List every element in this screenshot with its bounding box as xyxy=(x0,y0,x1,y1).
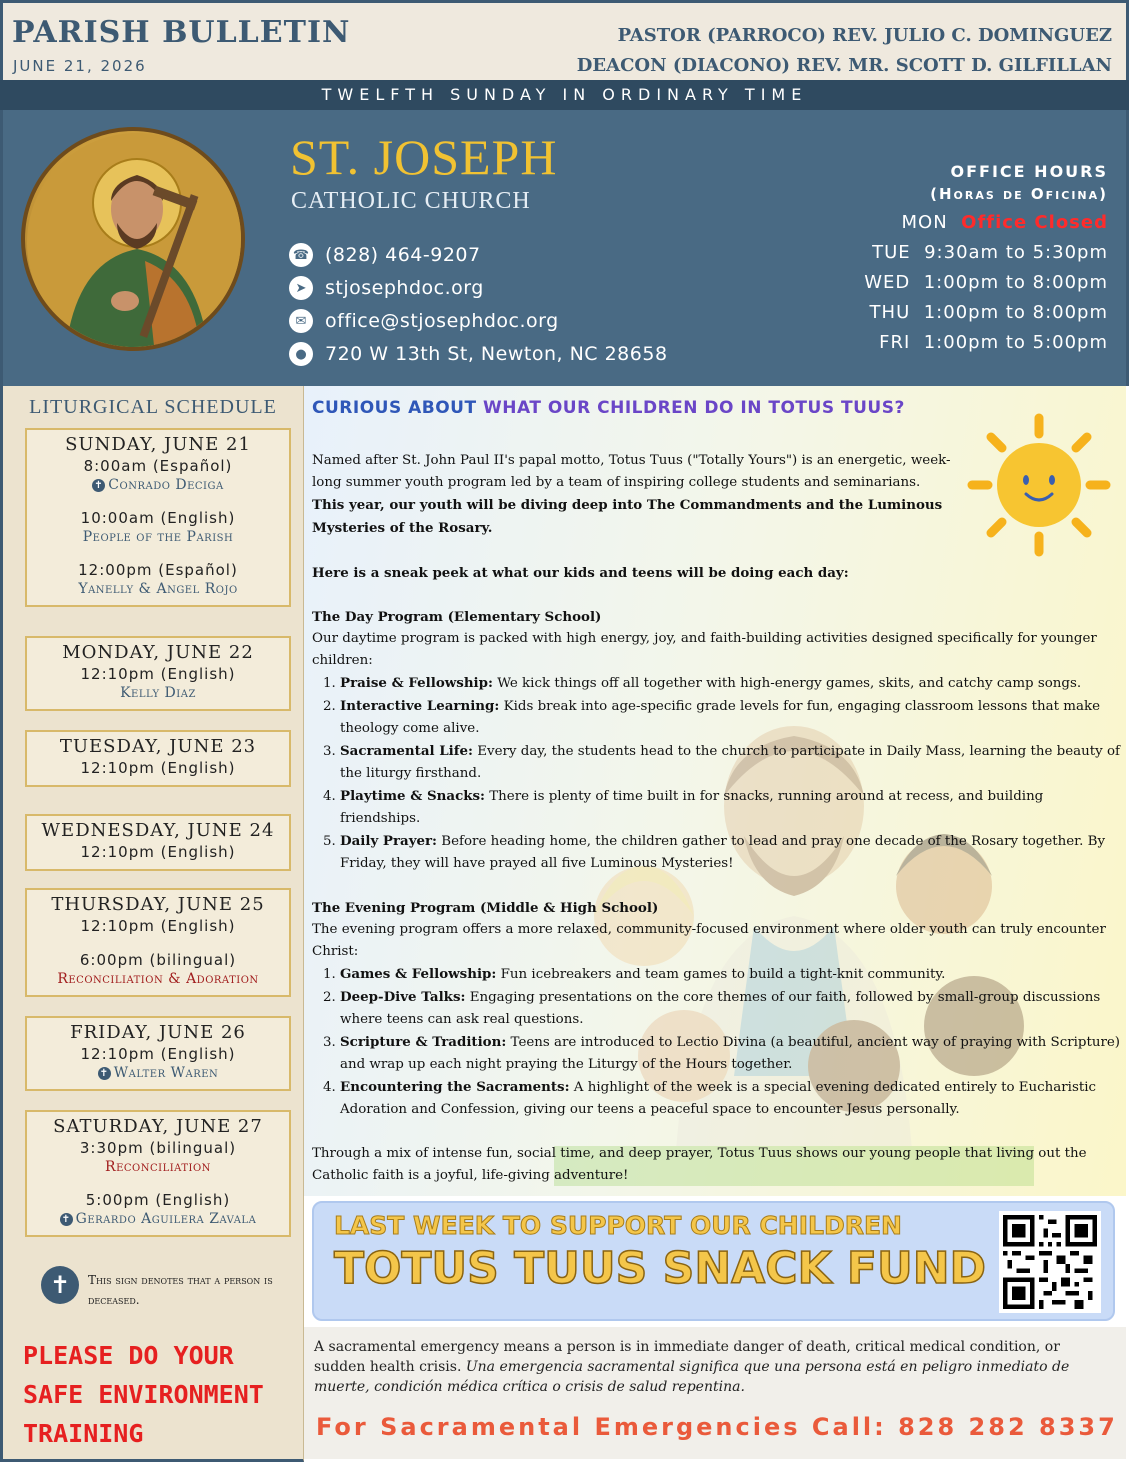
location-icon: ● xyxy=(289,342,313,366)
list-item: 2. Deep-Dive Talks: Engaging presentations on the core themes of our faith, followed by small-group discussions where teens can ask real questions. xyxy=(340,986,1122,1031)
schedule-tuesday: TUESDAY, JUNE 23 12:10pm (English) xyxy=(25,730,291,787)
schedule-monday: MONDAY, JUNE 22 12:10pm (English) Kelly Diaz xyxy=(25,636,291,711)
schedule-friday: FRIDAY, JUNE 26 12:10pm (English) ✝ Walter Waren xyxy=(25,1016,291,1091)
office-hours-row: WED 1:00pm to 8:00pm xyxy=(864,272,1108,293)
contact-phone[interactable] xyxy=(289,242,481,268)
totus-tuus-article xyxy=(304,386,1126,1196)
day-program-title: The Day Program (Elementary School) xyxy=(312,609,602,625)
contact-website[interactable] xyxy=(289,275,484,301)
contact-address xyxy=(289,341,668,367)
st-joseph-icon-image xyxy=(21,127,245,351)
church-banner xyxy=(0,110,1129,386)
schedule-thursday: THURSDAY, JUNE 25 12:10pm (English) 6:00pm (bilingual) Reconciliation & Adoration xyxy=(25,888,291,997)
list-item: 4. Playtime & Snacks: There is plenty of time built in for snacks, running around at recess, and building friendships. xyxy=(340,785,1122,830)
office-hours xyxy=(828,162,1108,353)
address-text: 720 W 13th St, Newton, NC 28658 xyxy=(325,343,668,365)
schedule-title: LITURGICAL SCHEDULE xyxy=(29,396,277,418)
church-subtitle: CATHOLIC CHURCH xyxy=(291,188,531,214)
deacon-name: DEACON (DIACONO) REV. MR. SCOTT D. GILFILLAN xyxy=(576,55,1112,76)
office-hours-row: TUE 9:30am to 5:30pm xyxy=(872,242,1108,263)
office-hours-row: MON Office Closed xyxy=(901,212,1108,233)
cross-icon: ✝ xyxy=(92,479,105,492)
schedule-wednesday: WEDNESDAY, JUNE 24 12:10pm (English) xyxy=(25,814,291,871)
cross-icon: ✝ xyxy=(41,1266,79,1304)
legend-text: This sign denotes that a person is deceased. xyxy=(88,1273,273,1307)
emergency-call-line[interactable]: For Sacramental Emergencies Call: 828 282 8337 xyxy=(316,1413,1118,1441)
evening-program-list xyxy=(312,963,1122,1121)
article-closing: Through a mix of intense fun, social time, and deep prayer, Totus Tuus shows our young people that living out the Catholic faith is a joyful, life-giving adventure! xyxy=(312,1146,1087,1183)
list-item: 1. Praise & Fellowship: We kick things off all together with high-energy games, skits, and catchy camp songs. xyxy=(340,672,1122,695)
cross-icon: ✝ xyxy=(98,1067,111,1080)
list-item: 3. Sacramental Life: Every day, the students head to the church to participate in Daily Mass, learning the beauty of the liturgy firsthand. xyxy=(340,740,1122,785)
liturgical-occasion: TWELFTH SUNDAY IN ORDINARY TIME xyxy=(0,80,1129,110)
cursor-icon: ➤ xyxy=(289,276,313,300)
mail-icon: ✉ xyxy=(289,309,313,333)
fund-tagline: LAST WEEK TO SUPPORT OUR CHILDREN xyxy=(334,1211,902,1240)
qr-code[interactable] xyxy=(999,1211,1101,1313)
bulletin-title: PARISH BULLETIN xyxy=(12,15,351,50)
safe-environment-notice: PLEASE DO YOUR SAFE ENVIRONMENT TRAINING xyxy=(23,1341,264,1448)
bulletin-header xyxy=(0,0,1129,80)
schedule-sunday: SUNDAY, JUNE 21 8:00am (Español) ✝ Conrado Deciga 10:00am (English) People of the Parish 12:00pm (Español) Yanelly & Angel Rojo xyxy=(25,428,291,607)
pastor-name: PASTOR (PARROCO) REV. JULIO C. DOMINGUEZ xyxy=(617,25,1112,46)
list-item: 4. Encountering the Sacraments: A highlight of the week is a special evening dedicated entirely to Eucharistic Adoration and Confession, giving our teens a peaceful space to encounter Jesus personally. xyxy=(340,1076,1122,1121)
list-item: 5. Daily Prayer: Before heading home, the children gather to lead and pray one decade of the Rosary together. By Friday, they will have prayed all five Luminous Mysteries! xyxy=(340,830,1122,875)
article-headline: CURIOUS ABOUT WHAT OUR CHILDREN DO IN TOTUS TUUS? xyxy=(312,398,905,418)
sacramental-emergency: A sacramental emergency means a person is in immediate danger of death, critical medical condition, or sudden health crisis. Una emergencia sacramental significa que una persona está en peligro inmediato de muerte, condición médica crítica o crisis de salud repentina. For Sacramental Emergencies Call: 828 282 8337 xyxy=(304,1327,1126,1459)
email-link[interactable]: office@stjosephdoc.org xyxy=(325,310,559,332)
phone-icon: ☎ xyxy=(289,243,313,267)
list-item: 2. Interactive Learning: Kids break into age-specific grade levels for fun, engaging classroom lessons that make theology come alive. xyxy=(340,695,1122,740)
website-link[interactable]: stjosephdoc.org xyxy=(325,277,484,299)
day-program-list xyxy=(312,672,1122,875)
bulletin-date: JUNE 21, 2026 xyxy=(13,57,147,75)
article-body: Named after St. John Paul II's papal motto, Totus Tuus ("Totally Yours") is an energetic, week-long summer youth program led by a team of inspiring college students and seminarians. This year, our youth will be diving deep into The Commandments and the Luminous Mysteries of the Rosary. Here is a sneak peek at what our kids and teens will be doing each day: The Day Program (Elementary School) Our daytime program is packed with high energy, joy, and faith-building activities designed specifically for younger children: 1. Praise & Fellowship: We kick things off all together with high-energy games, skits, and catchy camp songs. 2. Interactive Learning: Kids break into age-specific grade levels for fun, engaging classroom lessons that make theology come alive. 3. Sacramental Life: Every day, the students head to the church to participate in Daily Mass, learning the beauty of the liturgy firsthand. 4. Playtime & Snacks: There is plenty of time built in for snacks, running around at recess, and building friendships. 5. Daily Prayer: Before heading home, the children gather to lead and pray one decade of the Rosary together. By Friday, they will have prayed all five Luminous Mysteries! The Evening Program (Middle & High School) The evening program offers a more relaxed, community-focused environment where older youth can truly encounter Christ: 1. Games & Fellowship: Fun icebreakers and team games to build a tight-knit community. 2. Deep-Dive Talks: Engaging presentations on the core themes of our faith, followed by small-group discussions where teens can ask real questions. 3. Scripture & Tradition: Teens are introduced to Lectio Divina (a beautiful, ancient way of praying with Scripture) and wrap up each night praying the Liturgy of the Hours together. 4. Encountering the Sacraments: A highlight of the week is a special evening dedicated entirely to Eucharistic Adoration and Confession, giving our teens a peaceful space to encounter Jesus personally. Through a mix of intense fun, social time, and deep prayer, Totus Tuus shows our young people that living out the Catholic faith is a joyful, life-giving adventure! xyxy=(312,450,1122,1187)
office-hours-row: FRI 1:00pm to 5:00pm xyxy=(879,332,1108,353)
office-closed-label: Office Closed xyxy=(961,212,1108,233)
snack-fund-banner xyxy=(312,1201,1115,1321)
fund-title: TOTUS TUUS SNACK FUND xyxy=(334,1243,987,1294)
church-name: ST. JOSEPH xyxy=(290,129,558,185)
phone-number[interactable]: (828) 464-9207 xyxy=(325,244,481,266)
deceased-legend xyxy=(41,1266,291,1310)
schedule-saturday: SATURDAY, JUNE 27 3:30pm (bilingual) Reconciliation 5:00pm (English) ✝ Gerardo Aguilera Zavala xyxy=(25,1110,291,1237)
evening-program-title: The Evening Program (Middle & High School) xyxy=(312,900,659,916)
list-item: 1. Games & Fellowship: Fun icebreakers and team games to build a tight-knit community. xyxy=(340,963,1122,986)
office-hours-subtitle: (Horas de Oficina) xyxy=(930,185,1108,203)
liturgical-schedule-column xyxy=(0,386,304,1462)
office-hours-row: THU 1:00pm to 8:00pm xyxy=(869,302,1108,323)
contact-email[interactable] xyxy=(289,308,559,334)
list-item: 3. Scripture & Tradition: Teens are introduced to Lectio Divina (a beautiful, ancient way of praying with Scripture) and wrap up each night praying the Liturgy of the Hours together. xyxy=(340,1031,1122,1076)
cross-icon: ✝ xyxy=(60,1213,73,1226)
office-hours-title: OFFICE HOURS xyxy=(950,162,1108,181)
